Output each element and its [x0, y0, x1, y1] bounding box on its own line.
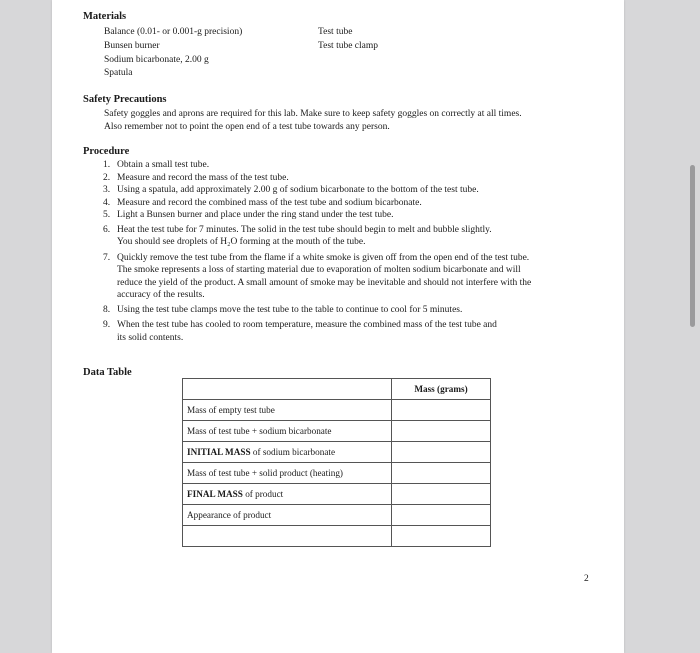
step-number: 8.: [103, 304, 111, 315]
step-text: Measure and record the mass of the test tube.: [117, 172, 289, 183]
step-text: Light a Bunsen burner and place under the ring stand under the test tube.: [117, 210, 394, 220]
safety-text-line: Safety goggles and aprons are required for this lab. Make sure to keep safety goggles on correctly at all times.: [104, 109, 522, 119]
page-number: 2: [584, 574, 589, 584]
row-label: Mass of test tube + solid product (heating): [183, 463, 392, 484]
procedure-step: [103, 209, 583, 222]
step-number: 1.: [103, 160, 111, 170]
table-row: [183, 484, 491, 505]
procedure-step: [103, 159, 583, 172]
materials-item: Test tube clamp: [318, 41, 379, 51]
step-number: 4.: [103, 197, 111, 208]
table-header-cell: Mass (grams): [392, 379, 491, 400]
row-label: Appearance of product: [183, 505, 392, 526]
procedure-step: [103, 184, 583, 197]
vertical-scrollbar[interactable]: [690, 165, 695, 327]
step-text: Using a spatula, add approximately 2.00 g of sodium bicarbonate to the bottom of the test tube.: [117, 185, 479, 195]
procedure-step: [103, 304, 583, 317]
table-row: [183, 421, 491, 442]
step-text: Measure and record the combined mass of the test tube and sodium bicarbonate.: [117, 197, 422, 208]
step-text: Heat the test tube for 7 minutes. The solid in the test tube should begin to melt and bubble slightly.: [117, 224, 492, 235]
table-header-cell: [183, 379, 392, 400]
procedure-list: [103, 159, 583, 344]
table-header-row: [183, 379, 491, 400]
mass-cell[interactable]: [392, 442, 491, 463]
row-label: [183, 526, 392, 547]
mass-cell[interactable]: [392, 421, 491, 442]
mass-cell[interactable]: [392, 400, 491, 421]
mass-cell[interactable]: [392, 526, 491, 547]
table-row: [183, 463, 491, 484]
procedure-step: [103, 319, 583, 344]
step-text: its solid contents.: [117, 332, 184, 343]
mass-cell[interactable]: [392, 484, 491, 505]
step-number: 9.: [103, 320, 111, 330]
row-label: Mass of empty test tube: [183, 400, 392, 421]
procedure-heading: Procedure: [83, 146, 130, 157]
mass-cell[interactable]: [392, 463, 491, 484]
table-row: [183, 442, 491, 463]
step-number: 5.: [103, 210, 111, 220]
step-text: Obtain a small test tube.: [117, 160, 210, 170]
step-text: You should see droplets of H₂O forming at the mouth of the tube.: [117, 237, 366, 247]
procedure-step: [103, 197, 583, 210]
mass-cell[interactable]: [392, 505, 491, 526]
materials-item: Balance (0.01- or 0.001-g precision): [104, 27, 243, 37]
procedure-step: [103, 224, 583, 249]
procedure-step: [103, 172, 583, 185]
materials-item: Sodium bicarbonate, 2.00 g: [104, 55, 209, 65]
step-number: 6.: [103, 224, 111, 235]
row-label: FINAL MASS of product: [183, 484, 392, 505]
procedure-step: [103, 252, 583, 302]
data-table-heading: Data Table: [83, 367, 132, 378]
step-number: 3.: [103, 185, 111, 195]
data-table: [182, 378, 491, 547]
safety-heading: Safety Precautions: [83, 94, 167, 105]
step-number: 7.: [103, 252, 111, 263]
step-number: 2.: [103, 172, 111, 183]
step-text: reduce the yield of the product. A small amount of smoke may be inevitable and should not interfere with the: [117, 277, 532, 288]
row-label: INITIAL MASS of sodium bicarbonate: [183, 442, 392, 463]
materials-heading: Materials: [83, 11, 127, 22]
table-row: [183, 526, 491, 547]
materials-item: Test tube: [318, 27, 353, 37]
table-row: [183, 400, 491, 421]
row-label: Mass of test tube + sodium bicarbonate: [183, 421, 392, 442]
step-text: accuracy of the results.: [117, 290, 205, 300]
step-text: The smoke represents a loss of starting material due to evaporation of molten sodium bicarbonate and will: [117, 265, 521, 275]
step-text: When the test tube has cooled to room temperature, measure the combined mass of the test tube and: [117, 320, 497, 330]
safety-text-line: Also remember not to point the open end of a test tube towards any person.: [104, 122, 390, 132]
materials-item: Bunsen burner: [104, 41, 160, 51]
step-text: Using the test tube clamps move the test tube to the table to continue to cool for 5 minutes.: [117, 304, 463, 315]
step-text: Quickly remove the test tube from the flame if a white smoke is given off from the open end of the test tube.: [117, 252, 530, 263]
table-row: [183, 505, 491, 526]
materials-item: Spatula: [104, 68, 133, 78]
